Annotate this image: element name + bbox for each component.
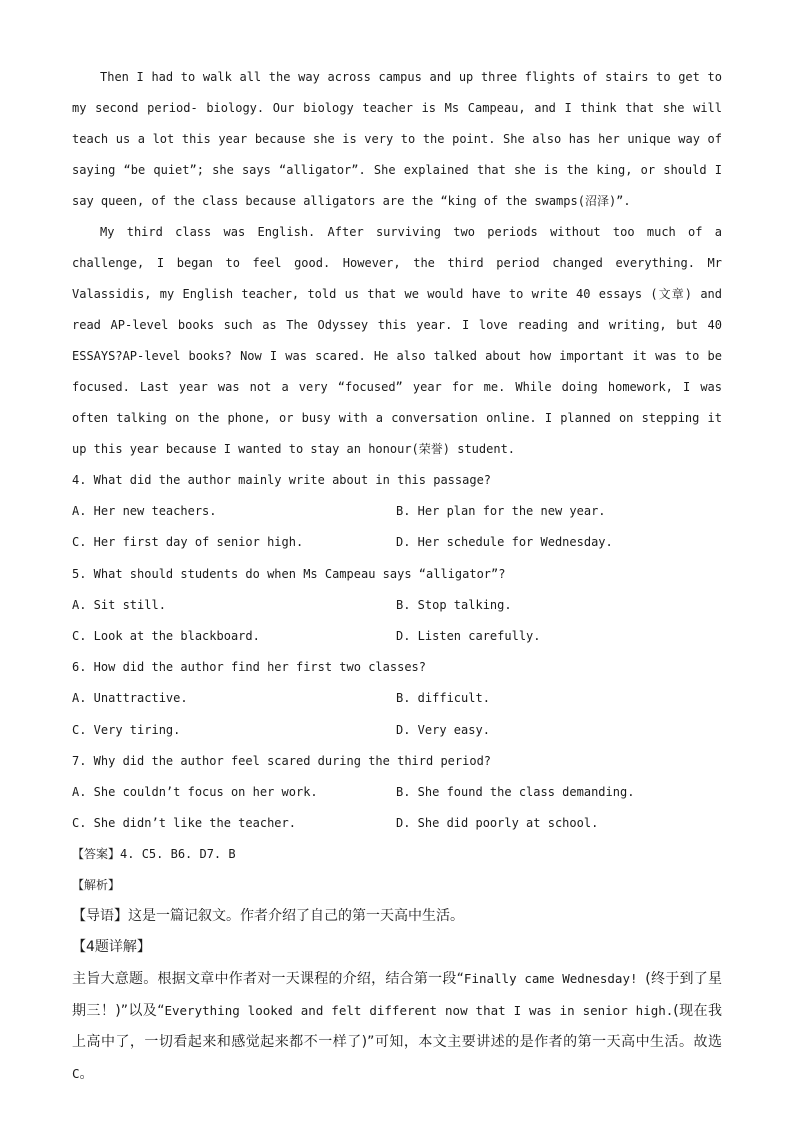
option-row [72,590,722,621]
option-a: A. Sit still. [72,597,166,612]
option-b: B. Her plan for the new year. [396,504,606,519]
guide-line [72,901,722,932]
question-stem: 4. What did the author mainly write about in this passage? [72,473,492,487]
detail-4-part-4: 。 [79,1066,94,1083]
option-row [72,808,722,839]
answer-line [72,839,722,870]
option-a: A. Unattractive. [72,691,188,706]
option-row [72,496,722,527]
option-b: B. She found the class demanding. [396,784,635,799]
detail-4-quote-2: Everything looked and felt different now that I was in senior high. [164,1003,674,1019]
question-6 [72,652,722,746]
detail-4-explanation [72,963,722,1090]
option-c: C. Very tiring. [72,722,181,737]
detail-4-quote-1: Finally came Wednesday! [463,971,646,987]
guide-tag: 【导语】 [72,908,128,925]
question-4 [72,465,722,559]
question-stem: 6. How did the author find her first two classes? [72,660,427,675]
passage-paragraph-2: My third class was English. After surviving two periods without too much of a challenge, I began to feel good. However, the third period changed everything. Mr Valassidis, my English teacher, told us that we would have to write 40 essays (文章) and read AP-level books such as The Odyssey this year. I love reading and writing, but 40 ESSAYS?AP-level books? Now I was scared. He also talked about how important it was to be focused. Last year was not a very “focused” year for me. While doing homework, I was often talking on the phone, or busy with a conversation online. I planned on stepping it up this year because I wanted to stay an honour(荣誉) student. [72,225,722,456]
question-stem: 7. Why did the author feel scared during the third period? [72,753,492,768]
question-7 [72,746,722,840]
detail-4-tag: 【4题详解】 [72,939,151,956]
option-row [72,777,722,808]
analysis-line [72,870,722,901]
option-row [72,715,722,746]
option-a: A. She couldn’t focus on her work. [72,784,318,799]
analysis-tag: 【解析】 [72,878,121,893]
option-row [72,621,722,652]
option-c: C. Look at the blackboard. [72,628,260,643]
document-page [72,62,722,1090]
passage-paragraph-1: Then I had to walk all the way across campus and up three flights of stairs to get to my second period- biology. Our biology teacher is Ms Campeau, and I think that she will teach us a lot this year because she is very to the point. She also has her unique way of saying “be quiet”; she says “alligator”. She explained that she is the king, or should I say queen, of the class because alligators are the “king of the swamps(沼泽)”. [72,70,722,208]
option-row [72,527,722,558]
answer-tag: 【答案】 [72,847,121,862]
option-c: C. She didn’t like the teacher. [72,816,296,831]
option-a: A. Her new teachers. [72,504,217,519]
detail-4-heading [72,932,722,963]
answer-text: 4. C5. B6. D7. B [120,847,236,862]
detail-4-part-1: 主旨大意题。根据文章中作者对一天课程的介绍，结合第一段“ [72,971,464,988]
question-5 [72,559,722,653]
option-d: D. Listen carefully. [396,628,541,643]
question-stem: 5. What should students do when Ms Campeau says “alligator”? [72,566,506,581]
detail-4-part-3: (现在我上高中了，一切看起来和感觉起来都不一样了)”可知，本文主要讲述的是作者的第一天高中生活。故选 [72,1003,723,1051]
option-d: D. Very easy. [396,722,490,737]
option-d: D. Her schedule for Wednesday. [396,535,613,550]
option-b: B. difficult. [396,691,490,706]
detail-4-part-2: (终于到了星期三！)”以及“ [72,971,722,1020]
detail-4-choice: C [72,1066,80,1082]
guide-text: 这是一篇记叙文。作者介绍了自己的第一天高中生活。 [128,908,464,925]
option-row [72,683,722,714]
option-b: B. Stop talking. [396,597,512,612]
option-c: C. Her first day of senior high. [72,535,304,550]
option-d: D. She did poorly at school. [396,816,599,831]
